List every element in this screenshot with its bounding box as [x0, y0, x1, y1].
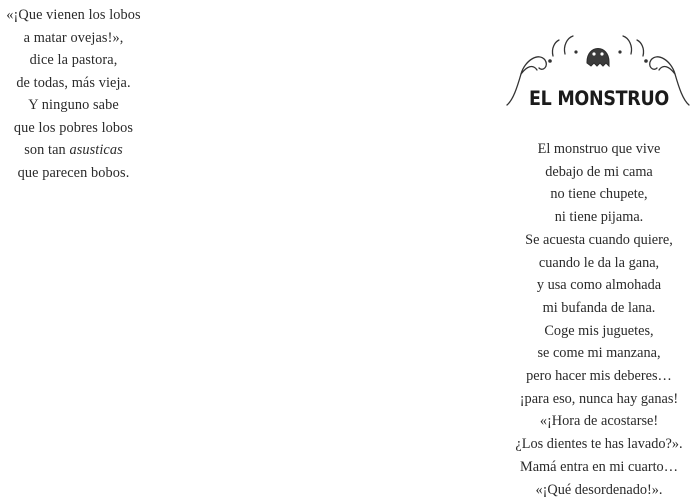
poem-line: Coge mis juguetes, — [544, 322, 654, 339]
poem-line: ni tiene pijama. — [554, 209, 644, 226]
poem-line: se come mi manzana, — [537, 345, 661, 362]
poem-line: de todas, más vieja. — [16, 74, 131, 91]
ghost-icon — [587, 49, 609, 67]
poem-line: dice la pastora, — [29, 52, 118, 68]
poem-line: y usa como almohada — [536, 277, 662, 294]
poem-line: debajo de mi cama — [545, 163, 653, 180]
poem-line — [0, 139, 147, 162]
poem-line: El monstruo que vive — [537, 141, 661, 157]
poem-line: «¡Qué desordenado!». — [535, 481, 663, 498]
poem-line: ¿Los dientes te has lavado?». — [515, 436, 683, 453]
poem-line-italic: asusticas — [69, 142, 123, 158]
poem-line: pero hacer mis deberes… — [526, 368, 672, 385]
poem-line: que los pobres lobos — [13, 119, 134, 136]
poem-line: mi bufanda de lana. — [542, 299, 656, 316]
right-poem — [505, 138, 693, 501]
poem-line: no tiene chupete, — [550, 186, 648, 203]
poem-line: Se acuesta cuando quiere, — [525, 231, 673, 248]
poem-line: «¡Hora de acostarse! — [539, 413, 659, 430]
poem-line: Y ninguno sabe — [28, 97, 119, 113]
left-poem — [0, 4, 147, 184]
poem-line: cuando le da la gana, — [538, 254, 660, 271]
poem-line: Mamá entra en mi cuarto… — [520, 458, 678, 475]
poem-line: que parecen bobos. — [17, 164, 130, 181]
poem-line-text: son tan — [24, 142, 70, 158]
poem-title: EL MONSTRUO — [529, 88, 669, 111]
poem-line: ¡para eso, nunca hay ganas! — [519, 390, 679, 407]
poem-line: «¡Que vienen los lobos — [6, 7, 141, 23]
poem-line: a matar ovejas!», — [23, 29, 124, 46]
